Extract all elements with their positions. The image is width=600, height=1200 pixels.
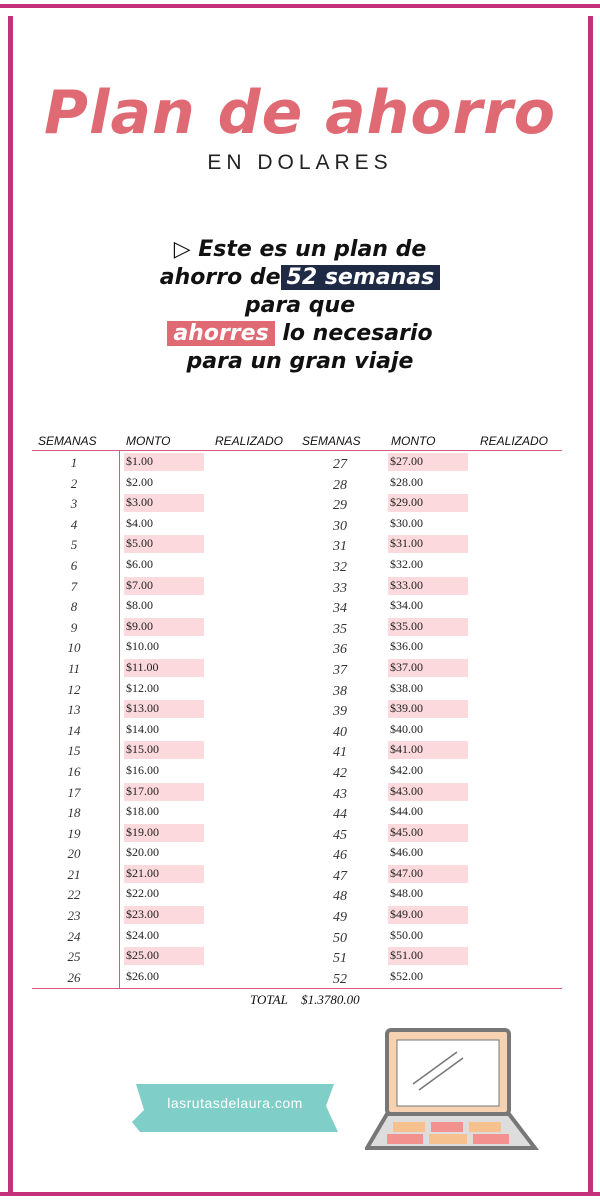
week-number-right: 27 [333,457,347,472]
header-semanas-right: SEMANAS [302,434,361,448]
week-number-right: 44 [333,807,347,823]
table-row [32,596,562,617]
table-rows [32,452,562,987]
week-number-right: 38 [333,683,347,699]
frame-left [8,16,13,1192]
week-number-left: 22 [67,887,81,903]
week-number-right: 42 [333,765,347,781]
header-divider [32,450,562,451]
table-row [32,555,562,576]
amount-right: $49.00 [388,906,468,924]
table-row [32,864,562,885]
amount-left: $9.00 [124,618,204,636]
week-number-right: 40 [333,724,347,740]
table-row [32,617,562,638]
amount-left: $23.00 [124,906,204,924]
table-row [32,761,562,782]
amount-left: $12.00 [126,680,159,695]
savings-table [32,432,562,987]
week-number-left: 10 [67,640,81,656]
amount-left: $3.00 [124,494,204,512]
table-row [32,534,562,555]
table-row [32,905,562,926]
week-number-right: 51 [333,951,347,967]
amount-right: $51.00 [388,947,468,965]
table-row [32,473,562,494]
total-value: $1.3780.00 [301,992,360,1007]
week-number-right: 43 [333,786,347,802]
highlight-ahorres: ahorres [167,321,274,346]
week-number-left: 24 [67,928,81,944]
week-number-right: 45 [333,827,347,843]
week-number-left: 11 [67,660,81,676]
intro-line-4 [100,320,500,348]
week-number-right: 52 [333,971,347,987]
amount-right: $29.00 [388,494,468,512]
table-row [32,926,562,947]
amount-left: $16.00 [126,762,159,777]
intro-line-2 [100,264,500,292]
amount-right: $38.00 [390,680,423,695]
week-number-left: 18 [67,805,81,821]
week-number-left: 15 [67,743,81,759]
amount-right: $42.00 [390,762,423,777]
week-number-right: 46 [333,848,347,864]
amount-left: $24.00 [126,927,159,942]
amount-left: $2.00 [126,474,153,489]
amount-right: $46.00 [390,845,423,860]
table-row [32,884,562,905]
header-monto-right: MONTO [391,434,436,448]
frame-right [588,16,593,1192]
amount-right: $41.00 [388,741,468,759]
total-label: TOTAL [250,992,288,1007]
amount-left: $21.00 [124,865,204,883]
table-row [32,699,562,720]
amount-left: $4.00 [126,515,153,530]
week-number-left: 26 [67,969,81,985]
table-row [32,782,562,803]
amount-left: $20.00 [126,845,159,860]
amount-right: $37.00 [388,659,468,677]
amount-right: $30.00 [390,515,423,530]
week-number-right: 37 [333,662,347,678]
week-number-left: 3 [70,496,78,512]
week-number-left: 9 [70,619,78,635]
amount-left: $22.00 [126,886,159,901]
amount-right: $48.00 [390,886,423,901]
week-number-left: 5 [70,537,78,553]
amount-right: $47.00 [388,865,468,883]
table-row [32,720,562,741]
amount-right: $28.00 [390,474,423,489]
week-number-right: 32 [333,559,347,575]
amount-left: $10.00 [126,639,159,654]
table-header [32,432,562,450]
header-realizado-left: REALIZADO [215,434,284,448]
intro-line-4-post: lo necesario [282,321,433,346]
week-number-left: 8 [70,599,78,615]
table-row [32,576,562,597]
week-number-right: 50 [333,930,347,946]
table-row [32,493,562,514]
amount-left: $15.00 [124,741,204,759]
amount-right: $36.00 [390,639,423,654]
week-number-left: 2 [70,475,78,491]
intro-line-1: ▷ Este es un plan de [173,237,427,262]
amount-right: $45.00 [388,824,468,842]
amount-left: $11.00 [124,659,204,677]
table-row [32,740,562,761]
table-row [32,802,562,823]
week-number-right: 31 [333,539,347,555]
amount-left: $17.00 [124,783,204,801]
week-number-right: 29 [333,498,347,514]
week-number-right: 35 [333,621,347,637]
total-row [250,992,360,1008]
page-title: Plan de ahorro [44,78,556,148]
table-row [32,679,562,700]
amount-right: $35.00 [388,618,468,636]
intro-text [100,236,500,376]
amount-right: $40.00 [390,721,423,736]
table-row [32,946,562,967]
week-number-left: 17 [67,784,81,800]
table-row [32,823,562,844]
week-number-left: 4 [70,516,78,532]
amount-left: $7.00 [124,577,204,595]
page-subtitle: EN DOLARES [207,151,393,174]
amount-right: $50.00 [390,927,423,942]
frame-bottom [0,1192,600,1196]
week-number-right: 49 [333,910,347,926]
header-semanas-left: SEMANAS [38,434,97,448]
table-row [32,658,562,679]
week-number-left: 7 [70,578,78,594]
week-number-left: 20 [67,846,81,862]
week-number-left: 25 [67,949,81,965]
amount-left: $1.00 [124,453,204,471]
amount-right: $31.00 [388,535,468,553]
table-row [32,514,562,535]
amount-left: $19.00 [124,824,204,842]
amount-left: $14.00 [126,721,159,736]
amount-left: $26.00 [126,968,159,983]
table-row [32,452,562,473]
amount-right: $52.00 [390,968,423,983]
table-row [32,843,562,864]
header-monto-left: MONTO [126,434,171,448]
amount-right: $32.00 [390,556,423,571]
amount-left: $6.00 [126,556,153,571]
week-number-left: 6 [70,557,78,573]
table-row [32,637,562,658]
week-number-right: 48 [333,889,347,905]
frame-top [0,4,600,8]
intro-line-5: para un gran viaje [186,349,414,374]
week-number-left: 14 [67,722,81,738]
week-number-right: 33 [333,580,347,596]
amount-right: $34.00 [390,598,423,613]
amount-left: $25.00 [124,947,204,965]
amount-right: $44.00 [390,804,423,819]
amount-left: $18.00 [126,804,159,819]
amount-right: $27.00 [388,453,468,471]
week-number-right: 41 [333,745,347,761]
highlight-52-semanas: 52 semanas [281,265,441,290]
laptop-icon [365,1028,540,1153]
week-number-left: 19 [67,825,81,841]
week-number-left: 12 [67,681,81,697]
week-number-left: 16 [67,763,81,779]
week-number-right: 28 [333,477,347,493]
amount-left: $5.00 [124,535,204,553]
table-row [32,967,562,988]
amount-right: $33.00 [388,577,468,595]
week-number-left: 13 [67,702,81,718]
intro-line-2-pre: ahorro de [159,265,281,290]
amount-left: $13.00 [124,700,204,718]
amount-left: $8.00 [126,598,153,613]
week-number-right: 39 [333,704,347,720]
header-realizado-right: REALIZADO [480,434,549,448]
website-link[interactable]: lasrutasdelaura.com [167,1095,303,1111]
intro-line-3: para que [244,293,356,318]
week-number-right: 34 [333,601,347,617]
week-number-right: 36 [333,642,347,658]
week-number-right: 47 [333,868,347,884]
amount-right: $43.00 [388,783,468,801]
week-number-left: 21 [67,866,81,882]
week-number-right: 30 [333,518,347,534]
amount-right: $39.00 [388,700,468,718]
week-number-left: 1 [70,455,78,470]
footer-divider [32,988,562,989]
week-number-left: 23 [67,908,81,924]
